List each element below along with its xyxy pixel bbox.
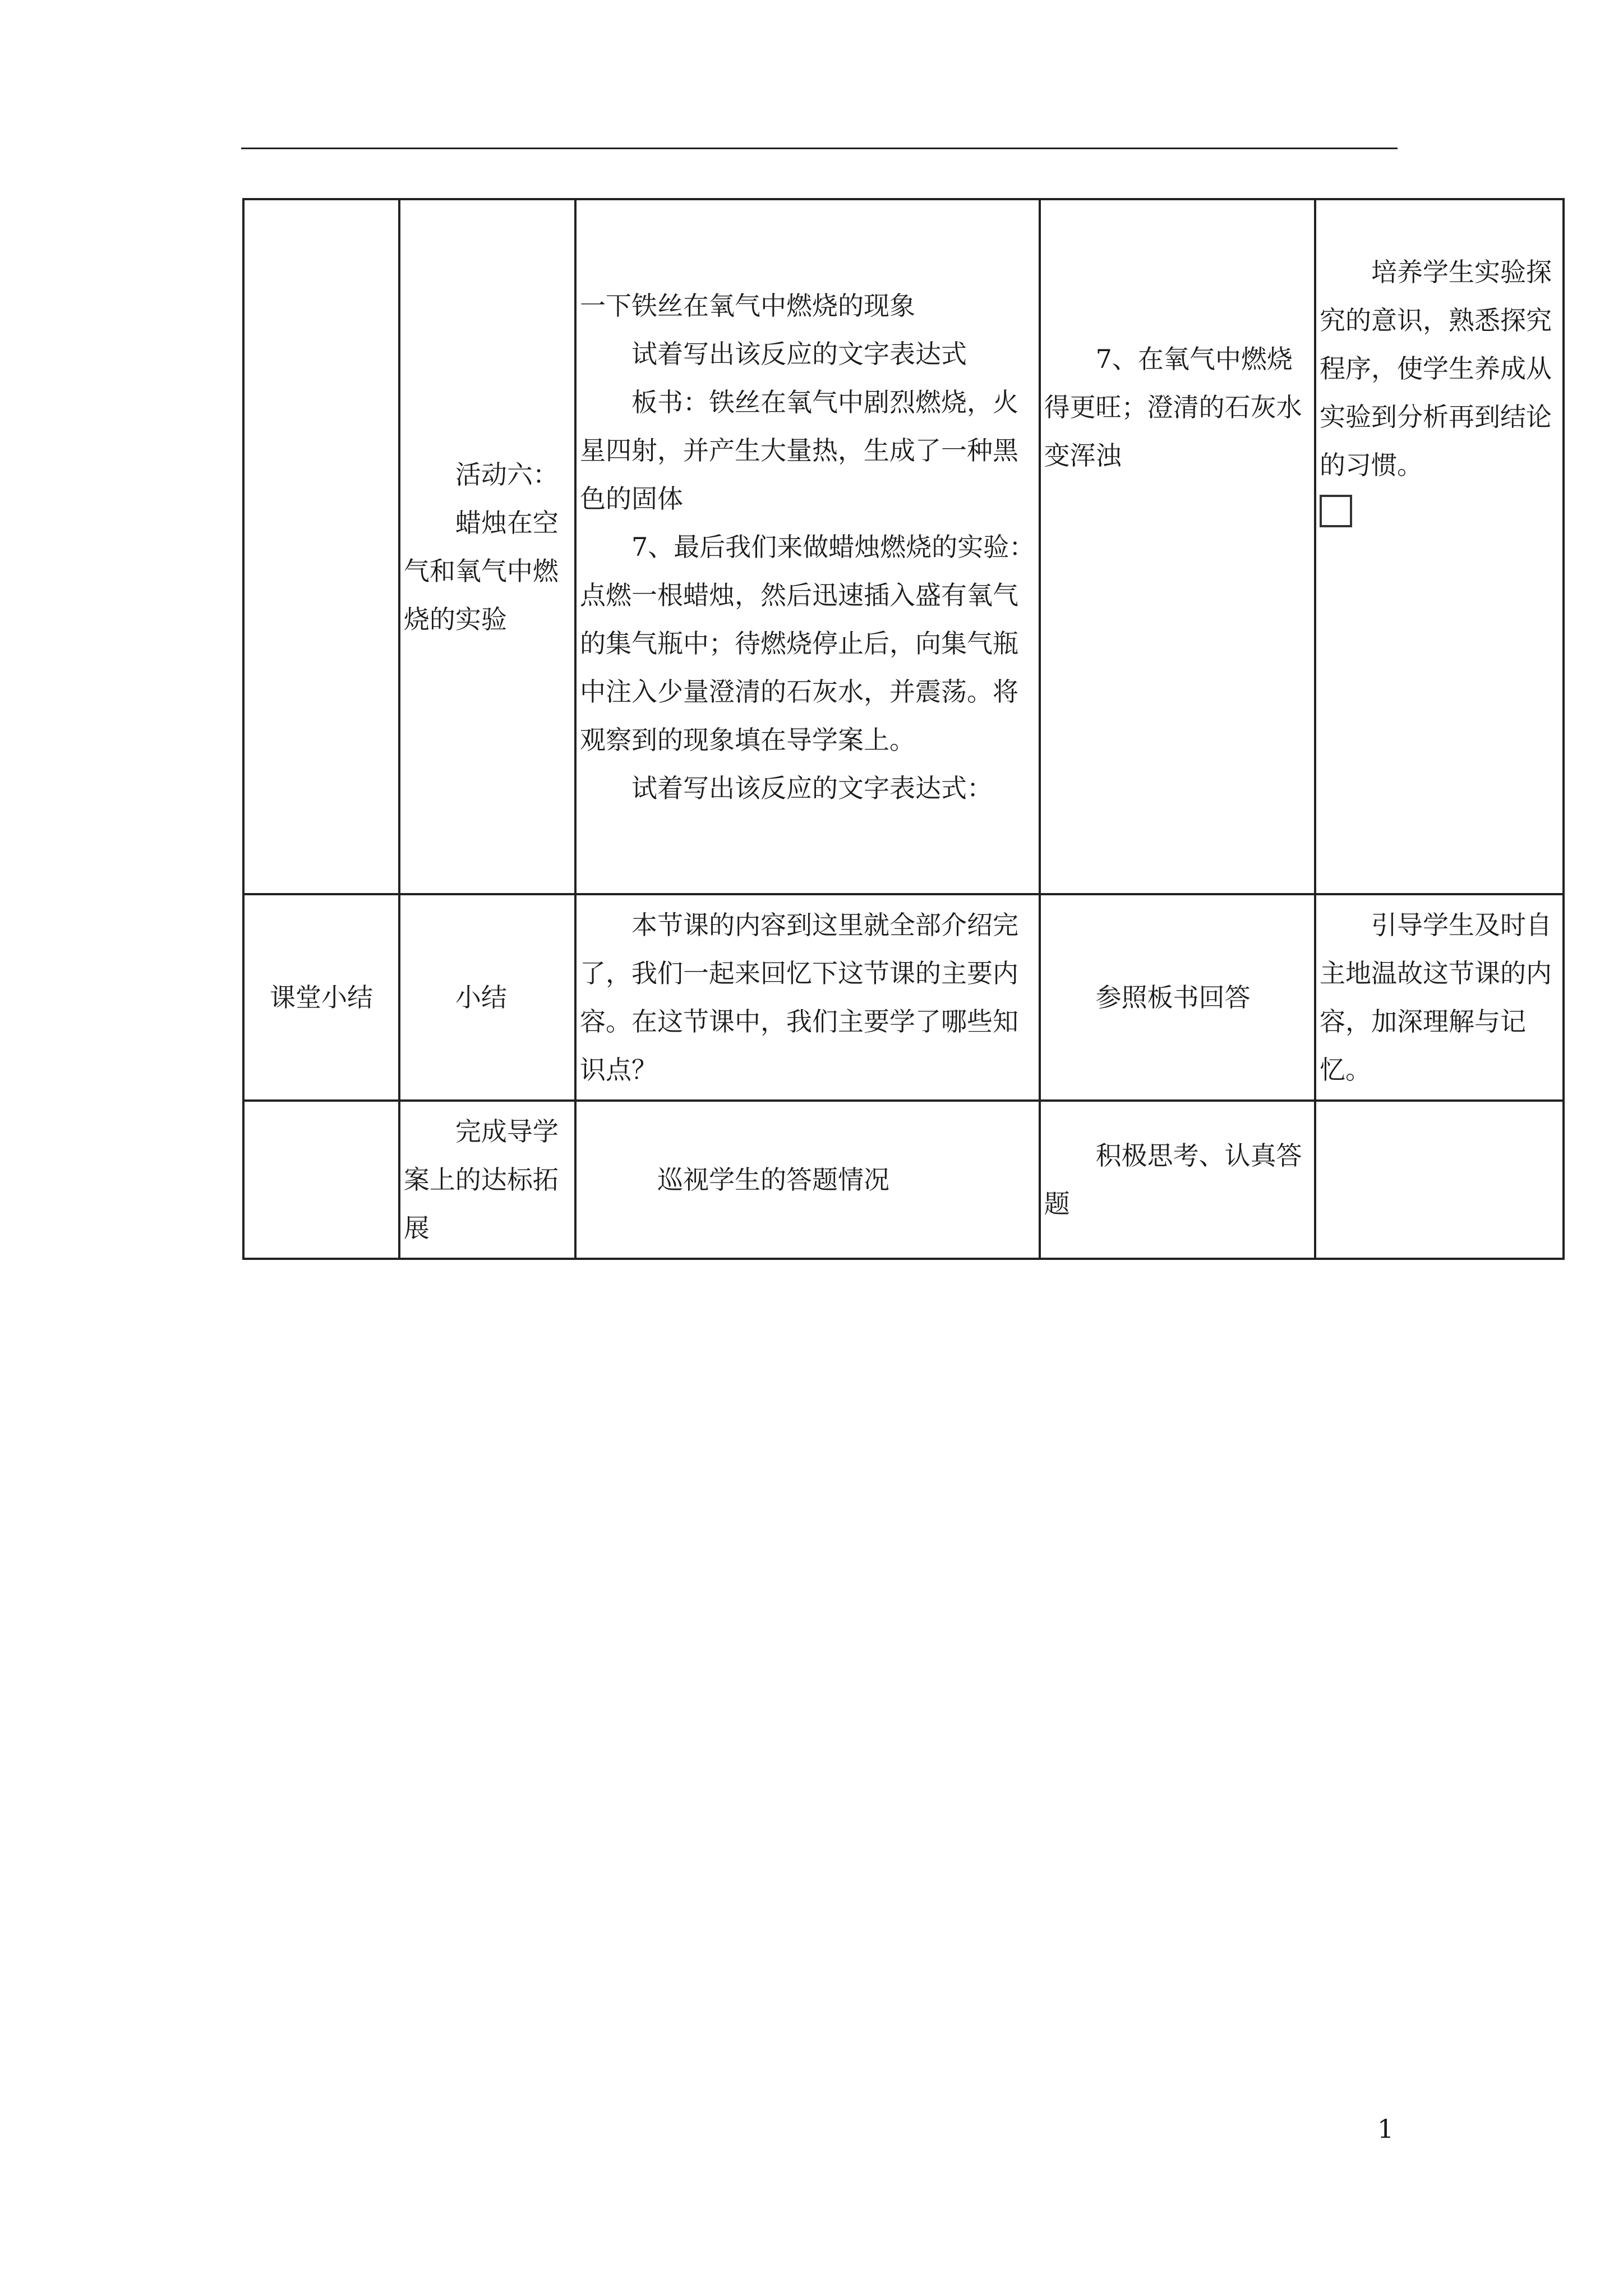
teacher-line: 板书：铁丝在氧气中剧烈燃烧，火星四射，并产生大量热，生成了一种黑色的固体: [580, 386, 1018, 514]
student-activity-cell: [1040, 894, 1315, 1101]
checkbox-icon[interactable]: [1320, 495, 1352, 527]
student-text: 7、在氧气中燃烧得更旺；澄清的石灰水变浑浊: [1044, 344, 1302, 471]
teacher-line: 7、最后我们来做蜡烛燃烧的实验：点燃一根蜡烛，然后迅速插入盛有氧气的集气瓶中；待燃烧停止后，向集气瓶中注入少量澄清的石灰水，并震荡。将观察到的现象填在导学案上。: [580, 531, 1035, 755]
table-row: [243, 1101, 1564, 1259]
intent-text: 引导学生及时自主地温故这节课的内容，加深理解与记忆。: [1319, 910, 1552, 1085]
table-row: [243, 199, 1564, 894]
teacher-line: 试着写出该反应的文字表达式：: [631, 772, 993, 803]
activity-title: 活动六：: [455, 459, 559, 490]
intent-text: 培养学生实验探究的意识，熟悉探究程序，使学生养成从实验到分析再到结论的习惯。: [1319, 257, 1552, 480]
activity-cell: [399, 1101, 575, 1259]
lesson-plan-table: [242, 198, 1565, 1260]
page-number: 1: [1377, 2114, 1394, 2144]
teacher-activity-cell: [575, 894, 1040, 1101]
teacher-activity-cell: [575, 199, 1040, 894]
activity-cell: [399, 894, 575, 1101]
section-cell: 课堂小结: [243, 894, 399, 1101]
activity-body: 蜡烛在空气和氧气中燃烧的实验: [403, 507, 559, 634]
activity-text: 完成导学案上的达标拓展: [403, 1116, 559, 1243]
intent-cell: [1315, 199, 1564, 894]
activity-text: 小结: [455, 982, 507, 1013]
activity-cell: [399, 199, 575, 894]
teacher-line: 一下铁丝在氧气中燃烧的现象: [580, 290, 915, 321]
teacher-text: 巡视学生的答题情况: [657, 1165, 889, 1195]
intent-cell: [1315, 894, 1564, 1101]
student-text: 参照板书回答: [1095, 982, 1251, 1013]
student-activity-cell: [1040, 199, 1315, 894]
student-text: 积极思考、认真答题: [1044, 1140, 1302, 1219]
section-cell: [243, 199, 399, 894]
section-cell: [243, 1101, 399, 1259]
header-rule: [241, 148, 1398, 149]
teacher-activity-cell: [575, 1101, 1040, 1259]
teacher-line: 试着写出该反应的文字表达式: [631, 338, 967, 369]
intent-cell: [1315, 1101, 1564, 1259]
student-activity-cell: [1040, 1101, 1315, 1259]
table-row: [243, 894, 1564, 1101]
teacher-text: 本节课的内容到这里就全部介绍完了，我们一起来回忆下这节课的主要内容。在这节课中，我们主要学了哪些知识点？: [580, 910, 1018, 1085]
